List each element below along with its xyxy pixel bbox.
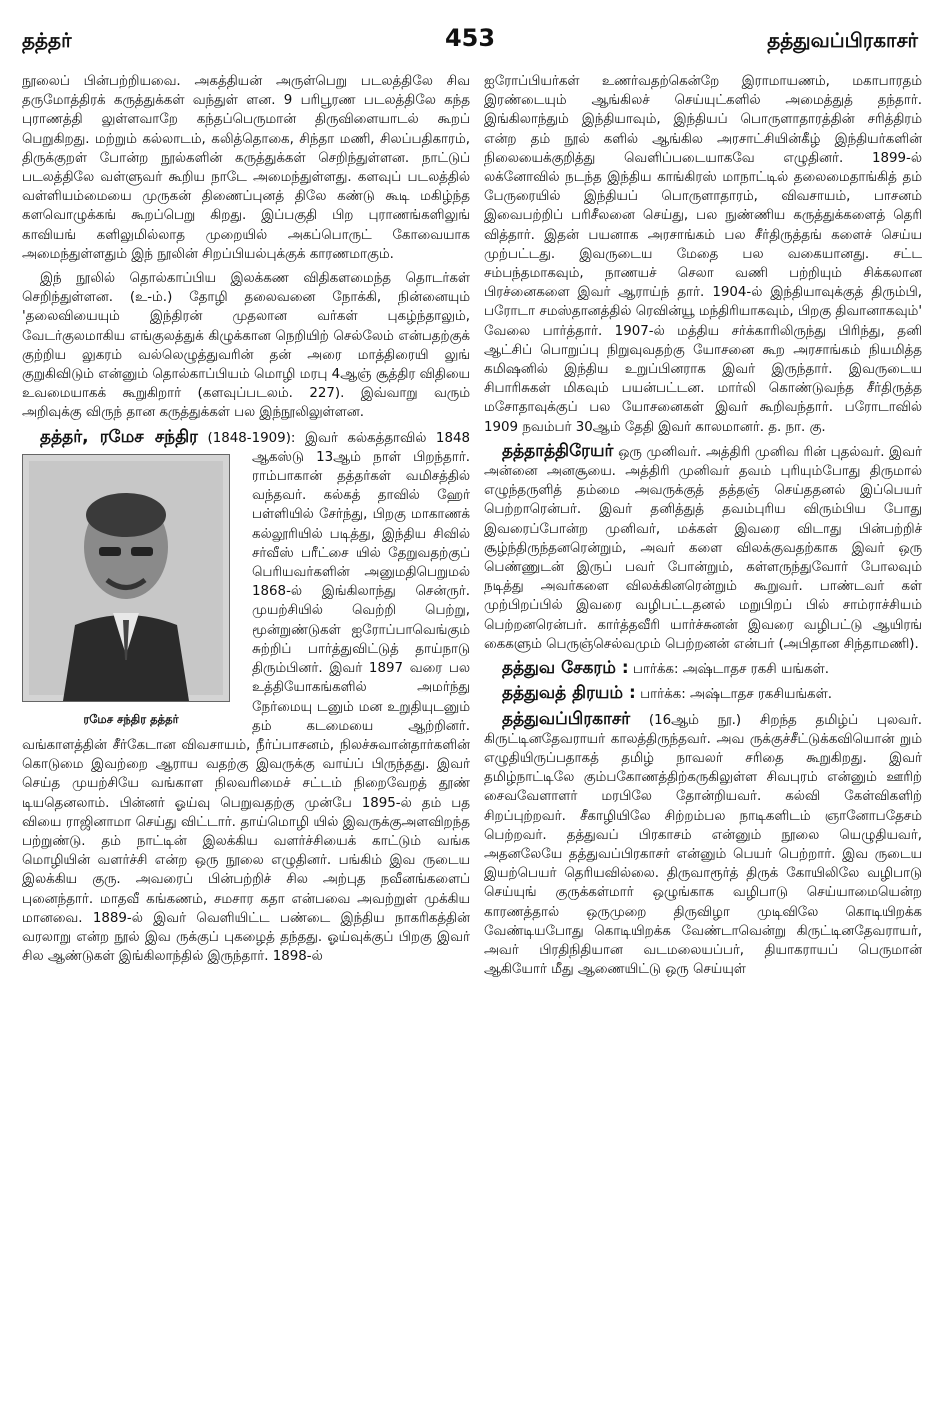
entry-title: தத்தர், ரமேச சந்திர xyxy=(40,426,198,447)
paragraph-nool-2: இந் நூலில் தொல்காப்பிய இலக்கண விதிகளமைந்த தொடர்கள் செறிந்துள்ளன. (உ-ம்.) தோழி தலைவனை நோக்கி, நின்னையும் 'தலைவியையும் இந்திரன் முதலான வர்கள் புகழ்ந்தாலும், வேடர்குலமாகிய எங்குலத்துக் கிழுக்கான நெறியிற் செல்லேம் என்பதற்குக் குற்றிய லுகரம் வல்லெழுத்துவரின் தன் அரை மாத்திரையி லுங் குறுகிவிடும் என்னும் தொல்காப்பியம் மொழி மரபு 4ஆஞ் சூத்திர விதியை உவமையாகக் கூறுகிறார் (களவுப்படலம். 227). இவ்வாறு வரும் அறிவுக்கு விருந் தான கருத்துக்கள் பல இந்நூலிலுள்ளன. xyxy=(22,271,470,421)
right-column xyxy=(484,72,922,1417)
entry-dattatreya: தத்தாத்திரேயர் ஒரு முனிவர். அத்திரி முனிவ ரின் புதல்வர். இவர் அன்னை அனசூயை. அத்திரி முனிவர் தவம் புரியும்போது திருமால் எழுந்தருளித் தம்மை அவருக்குத் தத்தஞ் செய்ததனல் இப்பெயர் பெற்றாரென்பர். இவர் தனித்துத் தவம்புரிய விரும்பிய போது இவரைப்போன்ற முனிவர், மக்கள் இவரை விடாது பின்பற்றிச் சூழ்ந்திருந்தனரென்றும், அவர் களை விலக்குவதற்காக இவர் ஒரு பெண்ணுடன் இருப் பவர் போன்றும், கள்ளருந்துவோர் போலவும் நடித்து அவர்களை விலக்கினரென்றும் கூறுவர். பாண்டவர் கள் முற்பிறப்பில் இவரை வழிபட்டதனல் மறுபிறப் பில் சாம்ராச்சியம் பெற்றனரென்பர். கார்த்தவீரி யார்ச்சுனன் இவரை வழிபட்டு ஆயிரங் கைகளும் பெருஞ்செல்வமும் பெற்றனன் என்பர் (அபிதான சிந்தாமணி). xyxy=(484,440,922,652)
header-right-word: தத்துவப்பிரகாசர் xyxy=(767,28,918,52)
paragraph-dutt-continued: ஐரோப்பியர்கள் உணர்வதற்கென்றே இராமாயணம், மகாபாரதம் இரண்டையும் ஆங்கிலச் செய்யுட்களில் அமைத்துத் தந்தார். இங்கிலாந்தும் இந்தியாவும், இந்தியப் பொருளாதாரத்தின் சரித்திரம் என்ற தம் நூல் களில் ஆங்கில அரசாட்சியின்கீழ் இந்தியர்களின் நிலையைக்குறித்து வெளிப்படையாகவே எழுதினர். 1899-ல் லக்னோவில் நடந்த இந்திய காங்கிரஸ் மாநாட்டில் தலைமைதாங்கித் தம் பேருரையில் இந்தியப் பொருளாதாரம், விவசாயம், பாசனம் இவைபற்றிப் பரிசீலனை செய்து, பல நுண்ணிய கருத்துக்களைத் தெரி வித்தார். இதன் பயனாக அரசாங்கம் பல சீர்திருத்தங் களைச் செய்ய முற்பட்டது. இவருடைய மேதை பல வகையானது. சட்ட சம்பந்தமாகவும், நாணயச் செலா வணி பற்றியும் சிக்கலான பிரச்னைகளை இவர் ஆராய்ந் தார். 1904-ல் இந்தியாவுக்குத் திரும்பி, பரோடா சமஸ்தானத்தில் ரெவின்யூ மந்திரியாகவும், பிறகு திவானாகவும்' வேலை பார்த்தார். 1907-ல் மத்திய சர்க்காரிலிருந்து பிரிந்து, தனி ஆட்சிப் பொறுப்பு நிறுவுவதற்கு யோசனை கூற அரசாங்கம் நியமித்த கமிஷனில் இந்திய உறுப்பினராக இவர் இருந்தார். இவருடைய சிபாரிசுகள் மிகவும் பயன்பட்டன. மார்லி கொண்டுவந்த சீர்திருத்த மசோதாவுக்குப் பல யோசனைகள் இவர் கூறிவந்தார். பரோடாவில் 1909 நவம்பர் 30ஆம் தேதி இவர் காலமானர். த. நா. கு. xyxy=(484,74,922,435)
header-left-word: தத்தர் xyxy=(22,28,72,52)
entry-title-tattuvap-pirakasar: தத்துவப்பிரகாசர் xyxy=(502,708,631,729)
entry-dates: (1848-1909): xyxy=(207,430,296,446)
portrait-photo xyxy=(22,454,230,702)
page-number: 453 xyxy=(444,24,496,52)
portrait-figure xyxy=(22,454,240,729)
entry-title-tattuva-sekaram: தத்துவ சேகரம் : xyxy=(502,658,629,679)
paragraph-nool-1: நூலைப் பின்பற்றியவை. அகத்தியன் அருள்பெறு படலத்திலே சிவ தருமோத்திரக் கருத்துக்கள் வந்துள் ளன. 9 பரிபூரண படலத்திலே கந்த புராணத்தி லுள்ளவாறே கந்தப்பெருமான் திருவிளையாடல் கூறப் பெறுகிறது. மற்றும் கல்லாடம், கலித்தொகை, சிந்தா மணி, சிலப்பதிகாரம், திருக்குறள் போன்ற நூல்களின் கருத்துக்கள் செறிந்துள்ளன. நாட்டுப் படலத்திலே வள்ளுவர் கூறிய நாடே அமைந்துள்ளது. களவுப் படலத்தில் வள்ளியம்மையை முருகன் திணைப்புனத் திலே கண்டு கூடி மகிழ்ந்த களவொழுக்கங் கூறப்பெறு கிறது. இப்பகுதி பிற புராணங்களிலுங் காவியங் களிலுமில்லாத முறையில் அகப்பொருட் கோவையாக அமைந்துள்ளதும் இந் நூலின் சிறப்பியல்புக்குக் காரணமாகும். xyxy=(22,74,470,262)
entry-title-dattatreya: தத்தாத்திரேயர் xyxy=(502,440,614,461)
entry-tattuvap-pirakasar: தத்துவப்பிரகாசர் (16ஆம் நூ.) சிறந்த தமிழ்ப் புலவர். கிருட்டினதேவராயர் காலத்திருந்தவர். அவ ருக்குச்சீட்டுக்கவியொன் றும் எழுதியிருப்பதாகத் தமிழ் நாவலர் சரிதை கூறுகிறது. இவர் தமிழ்நாட்டிலே கும்பகோணத்திற்கருகிலுள்ள சிவபுரம் என்னும் ஊரிற் சைவவேளாளர் மரபிலே தோன்றியவர். கல்வி கேள்விகளிற் சிறப்புற்றவர். சீகாழியிலே சிற்றம்பல நாடிகளிடம் ஞானோபதேசம் பெற்றவர். தத்துவப் பிரகாசம் என்னும் நூலை யெழுதியவர், அதனலேயே தத்துவப்பிரகாசர் என்னும் பெயர் பெற்றார். இவ ருடைய இயற்பெயர் தெரியவில்லை. திருவாரூர்த் திருக் கோயிலிலே வழிபாடு செய்யுங் குருக்கள்மார் ஒழுங்காக வழிபாடு செய்யாமையென்ற காரணத்தால் ஒருமுறை திருவிழா முடிவிலே கொடியிறக்க வேண்டியபோது கொடியிறக்க வேண்டாவென்று கிருட்டினதேவராயர், அவர் பிரதிநிதியான வடமலையப்பர், தியாகராயப் பெருமான் ஆகியோர் மீது ஆணையிட்டு ஒரு செய்யுள் xyxy=(484,708,922,978)
entry-tattuvat-tirayam: தத்துவத் திரயம் : பார்க்க: அஷ்டாதச ரகசியங்கள். xyxy=(502,683,832,704)
entry-ramesh-chandra-dutt: தத்தர், ரமேச சந்திர (1848-1909): ரமேச சந்திர தத்தர் இவர் கல்கத்தாவில் 1848 ஆகஸ்டு 13ஆம் நாள் பிறந்தார். ராம்பாகான் தத்தர்கள் வமிசத்தில் வந்தவர். கல்கத் தாவில் ஹேர் பள்ளியில் சேர்ந்து, பிறகு மாகாணக் கல்லூரியில் படித்து, இந்திய சிவில் சர்வீஸ் பரீட்சை யில் தேறுவதற்குப் பெரியவர்களின் அனுமதிபெறுமல் 1868-ல் இங்கிலாந்து சென்ருர். முயற்சியில் வெற்றி பெற்று, மூன்றுண்டுகள் ஐரோப்பாவெங்கும் சுற்றிப் பார்த்துவிட்டுத் தாய்நாடு திரும்பினர். இவர் 1897 வரை பல உத்தியோகங்களில் அமர்ந்து நேர்மையு டனும் மன உறுதியுடனும் தம் கடமையை ஆற்றினர். வங்காளத்தின் சீர்கேடான விவசாயம், நீர்ப்பாசனம், நிலச்சுவான்தார்களின் கொடுமை இவற்றை ஆராய வதற்கு இவருக்கு வாய்ப் பிருந்தது. இவர் செய்த முயற்சியே வங்காள நிலவரிமைச் சட்டம் நிறைவேறத் தூண் டியதெனலாம். பின்னர் ஓய்வு பெறுவதற்கு முன்பே 1895-ல் தம் பத வியை ராஜினாமா செய்து விட்டார். தாய்மொழி யில் இவருக்குஅளவிறந்த பற்றுண்டு. தம் நாட்டின் இலக்கிய வளர்ச்சியைக் காட்டும் வங்க மொழியின் வளர்ச்சி என்ற ஒரு நூலை எழுதினர். பங்கிம் இவ ருடைய இலக்கிய குரு. அவரைப் பின்பற்றிச் சில அற்புத நவீனங்களைப் புனைந்தார். மாதவீ கங்கணம், சமசார கதா என்பவை அவற்றுள் முக்கிய மானவை. 1889-ல் இவர் வெளியிட்ட பண்டை இந்திய நாகரிகத்தின் வரலாறு என்ற நூல் இவ ருக்குப் புகழைத் தந்தது. ஓய்வுக்குப் பிறகு இவர் சில ஆண்டுகள் இங்கிலாந்தில் இருந்தார். 1898-ல் xyxy=(22,426,470,965)
entry-title-tattuvat-tirayam: தத்துவத் திரயம் : xyxy=(502,683,636,704)
page-header xyxy=(0,0,940,60)
left-column xyxy=(22,72,470,1417)
portrait-caption: ரமேச சந்திர தத்தர் xyxy=(83,711,179,726)
entry-tattuva-sekaram: தத்துவ சேகரம் : பார்க்க: அஷ்டாதச ரகசி யங்கள். xyxy=(502,658,830,679)
